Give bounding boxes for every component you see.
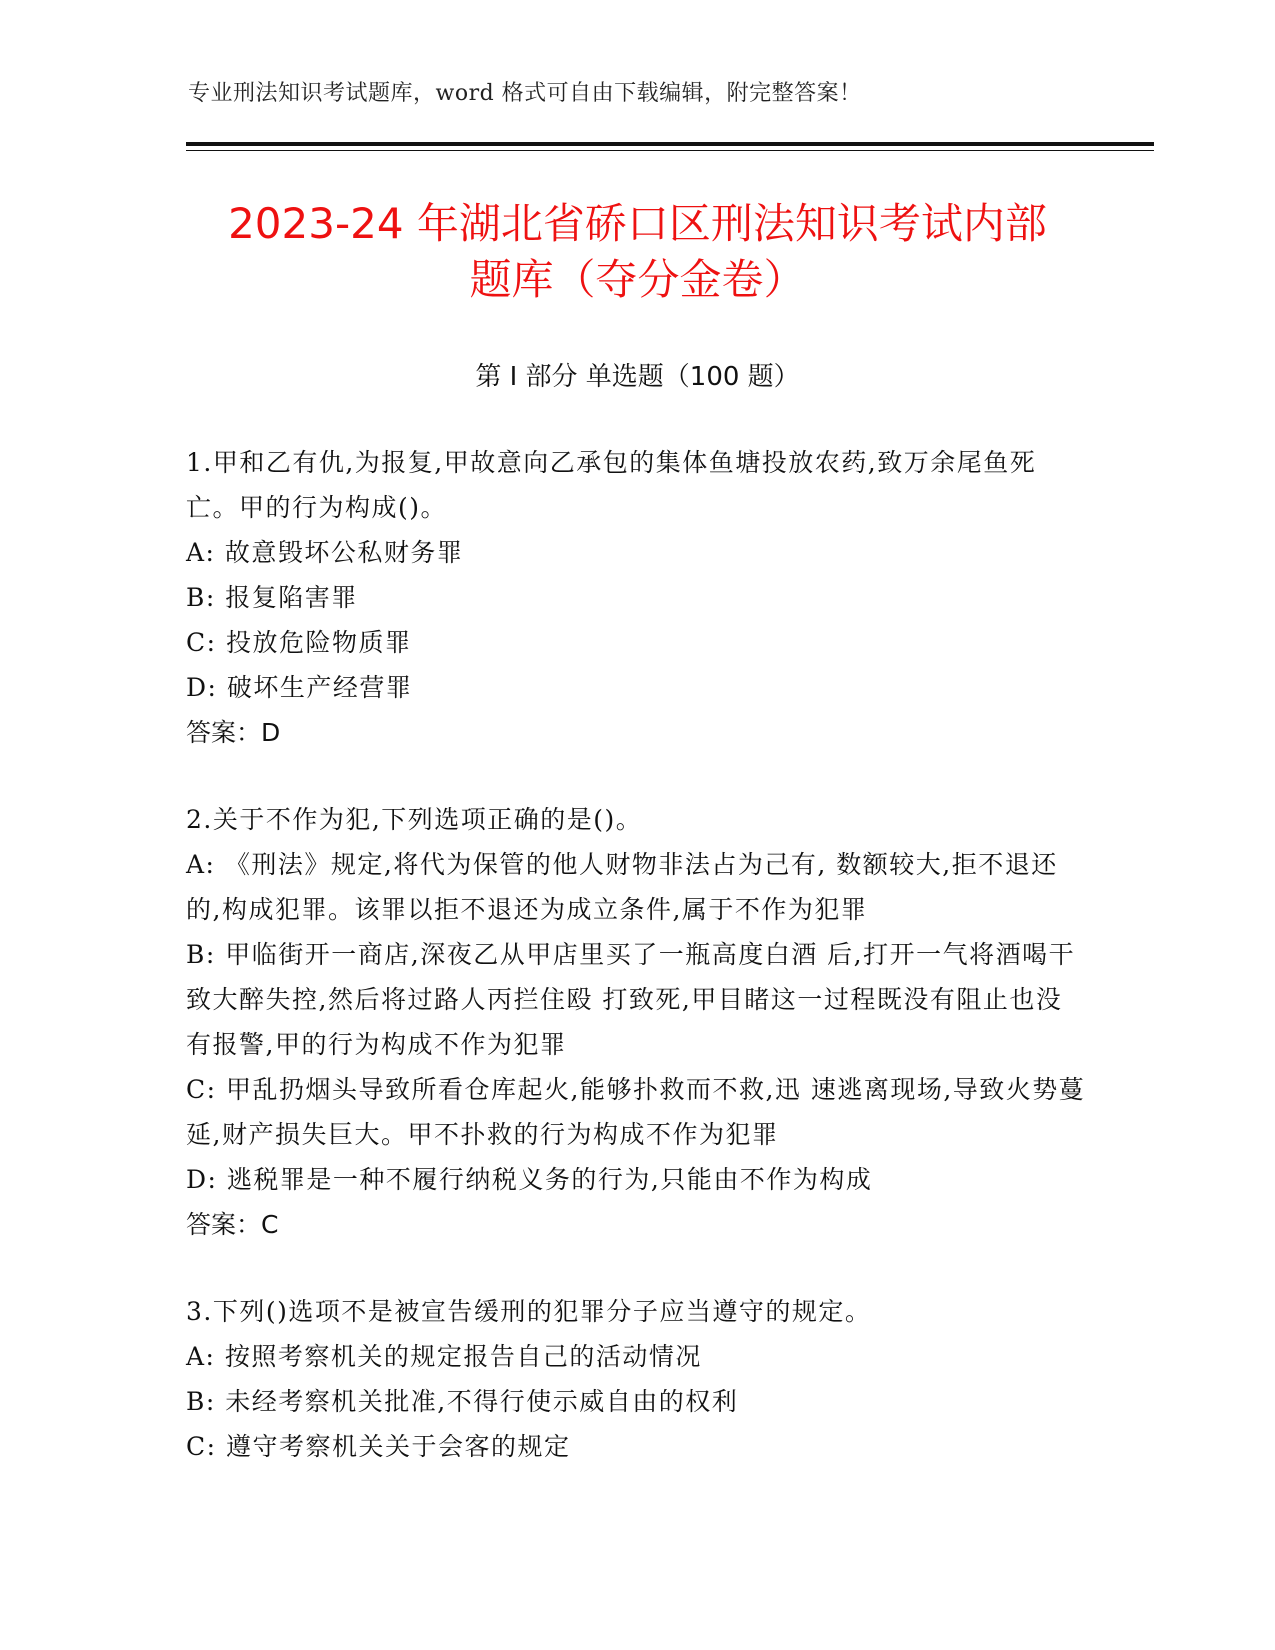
question-stem: 1.甲和乙有仇,为报复,甲故意向乙承包的集体鱼塘投放农药,致万余尾鱼死亡。甲的行为构成()。 [186,448,1037,522]
option-d: D: 破坏生产经营罪 [186,673,413,702]
question-list [186,440,1086,1511]
header-note: 专业刑法知识考试题库，word 格式可自由下载编辑，附完整答案！ [188,81,862,106]
question-3 [186,1289,1086,1469]
title-line-2: 题库（夺分金卷） [469,255,806,304]
section-heading: 第 I 部分 单选题（100 题） [475,362,800,392]
question-stem: 2.关于不作为犯,下列选项正确的是()。 [186,805,643,834]
option-a: A: 故意毁坏公私财务罪 [186,538,464,567]
option-b: B: 报复陷害罪 [186,583,358,612]
answer: 答案：D [186,718,281,747]
title-line-1: 2023-24 年湖北省硚口区刑法知识考试内部 [228,199,1047,248]
option-b: B: 未经考察机关批准,不得行使示威自由的权利 [186,1387,739,1416]
option-a: A: 《刑法》规定,将代为保管的他人财物非法占为己有, 数额较大,拒不退还的,构成犯罪。该罪以拒不退还为成立条件,属于不作为犯罪 [186,850,1058,924]
question-2 [186,797,1086,1247]
option-b: B: 甲临街开一商店,深夜乙从甲店里买了一瓶高度白酒 后,打开一气将酒喝干致大醉失控,然后将过路人丙拦住殴 打致死,甲目睹这一过程既没有阻止也没有报警,甲的行为构成不作为犯罪 [186,940,1076,1059]
question-stem: 3.下列()选项不是被宣告缓刑的犯罪分子应当遵守的规定。 [186,1297,872,1326]
option-c: C: 甲乱扔烟头导致所看仓库起火,能够扑救而不救,迅 速逃离现场,导致火势蔓延,财产损失巨大。甲不扑救的行为构成不作为犯罪 [186,1075,1086,1149]
question-1 [186,440,1086,755]
document-title [140,196,1135,308]
header-divider [186,142,1154,146]
header-divider-thin [186,150,1154,151]
option-a: A: 按照考察机关的规定报告自己的活动情况 [186,1342,702,1371]
option-d: D: 逃税罪是一种不履行纳税义务的行为,只能由不作为构成 [186,1165,873,1194]
option-c: C: 遵守考察机关关于会客的规定 [186,1432,571,1461]
answer: 答案：C [186,1210,279,1239]
option-c: C: 投放危险物质罪 [186,628,412,657]
